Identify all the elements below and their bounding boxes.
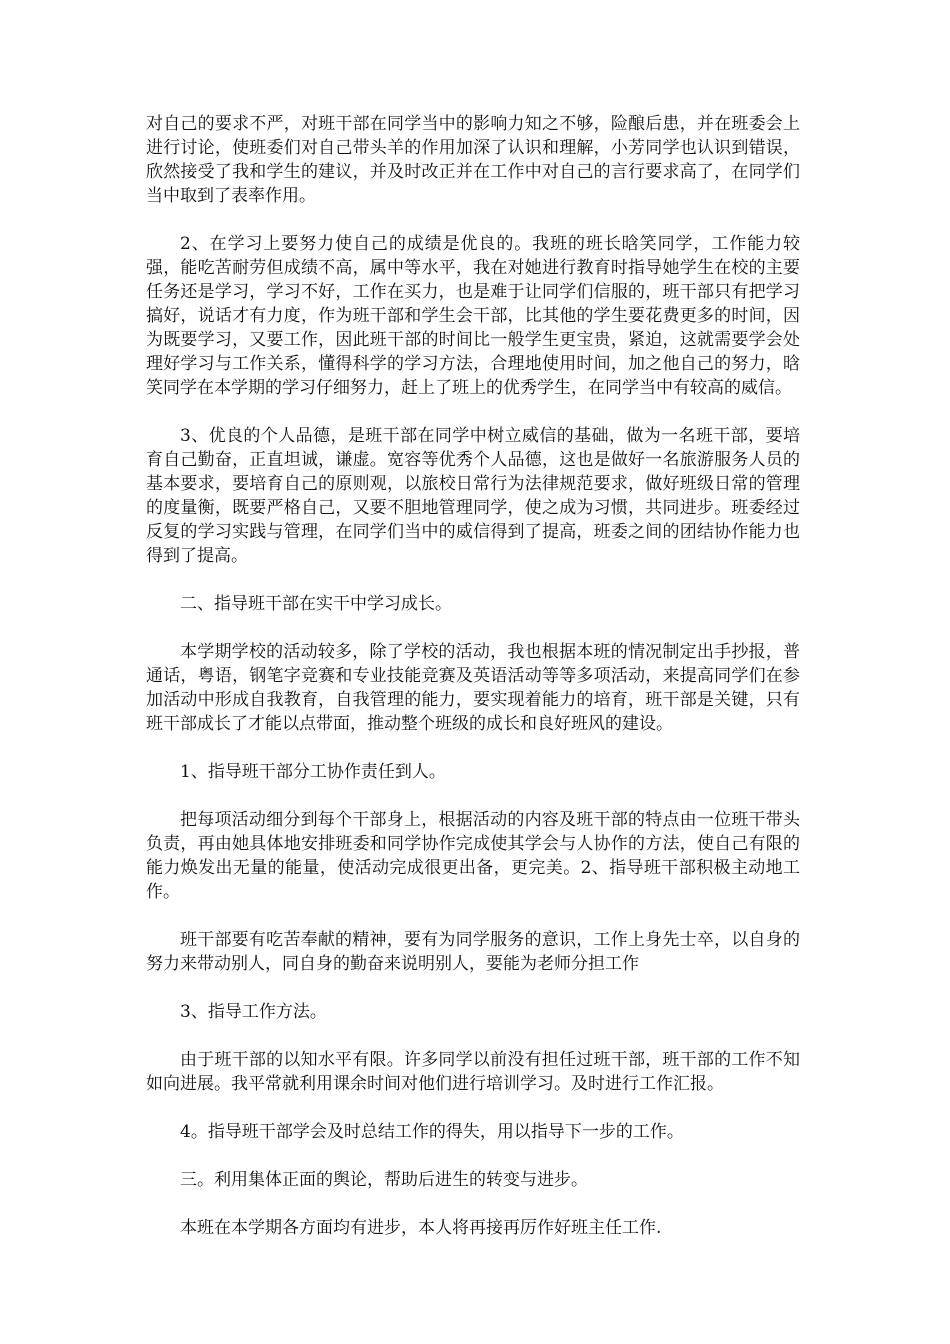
document-body — [146, 112, 800, 1264]
subheading-division-of-labor: 1、指导班干部分工协作责任到人。 — [180, 762, 446, 782]
paragraph-study-grades: 2、在学习上要努力使自己的成绩是优良的。我班的班长晗笑同学，工作能力较强，能吃苦耐劳但成绩不高，属中等水平，我在对她进行教育时指导她学生在校的主要任务还是学习，学习不好，工作在买力，也是难于让同学们信服的，班干部只有把学习搞好，说话才有力度，作为班干部和学生会干部，比其他的学生要花费更多的时间，因为既要学习，又要工作，因此班干部的时间比一般学生更宝贵，紧迫，这就需要学会处理好学习与工作关系，懂得科学的学习方法，合理地使用时间，加之他自己的努力，晗笑同学在本学期的学习仔细努力，赶上了班上的优秀学生，在同学当中有较高的威信。 — [146, 234, 800, 398]
paragraph-training: 由于班干部的以知水平有限。许多同学以前没有担任过班干部，班干部的工作不知如向进展。我平常就利用课余时间对他们进行培训学习。及时进行工作汇报。 — [146, 1050, 800, 1094]
subheading-summarize-work: 4。指导班干部学会及时总结工作的得失，用以指导下一步的工作。 — [180, 1122, 684, 1142]
section-heading-practice-growth: 二、指导班干部在实干中学习成长。 — [180, 594, 452, 614]
paragraph-personal-character: 3、优良的个人品德，是班干部在同学中树立威信的基础，做为一名班干部，要培育自己勤奋，正直坦诚，谦虚。宽容等优秀个人品德，这也是做好一名旅游服务人员的基本要求，要培育自己的原则观，以旅校日常行为法律规范要求，做好班级日常的管理的度量衡，既要严格自己，又要不胆地管理同学，使之成为习惯，共同进步。班委经过反复的学习实践与管理，在同学们当中的威信得到了提高，班委之间的团结协作能力也得到了提高。 — [146, 426, 800, 566]
paragraph-dedication: 班干部要有吃苦奉献的精神，要有为同学服务的意识，工作上身先士卒，以自身的努力来带动别人，同自身的勤奋来说明别人，要能为老师分担工作 — [146, 930, 800, 974]
section-heading-collective-opinion: 三。利用集体正面的舆论，帮助后进生的转变与进步。 — [180, 1170, 588, 1190]
subheading-work-methods: 3、指导工作方法。 — [180, 1002, 327, 1022]
paragraph-semester-activities: 本学期学校的活动较多，除了学校的活动，我也根据本班的情况制定出手抄报，普通话，粤语，钢笔字竞赛和专业技能竞赛及英语活动等等多项活动，来提高同学们在参加活动中形成自我教育，自我管理的能力，要实现着能力的培育，班干部是关键，只有班干部成长了才能以点带面，推动整个班级的成长和良好班风的建设。 — [146, 642, 800, 734]
paragraph-conclusion: 本班在本学期各方面均有进步，本人将再接再厉作好班主任工作. — [180, 1218, 662, 1238]
paragraph-activity-assignment: 把每项活动细分到每个干部身上，根据活动的内容及班干部的特点由一位班干带头负责，再由她具体地安排班委和同学协作完成使其学会与人协作的方法，使自己有限的能力焕发出无量的能量，使活动完成很更出备，更完美。2、指导班干部积极主动地工作。 — [146, 810, 800, 902]
paragraph-continuation: 对自己的要求不严，对班干部在同学当中的影响力知之不够，险酿后患，并在班委会上进行讨论，使班委们对自己带头羊的作用加深了认识和理解，小芳同学也认识到错误，欣然接受了我和学生的建议，并及时改正并在工作中对自己的言行要求高了，在同学们当中取到了表率作用。 — [146, 114, 800, 206]
